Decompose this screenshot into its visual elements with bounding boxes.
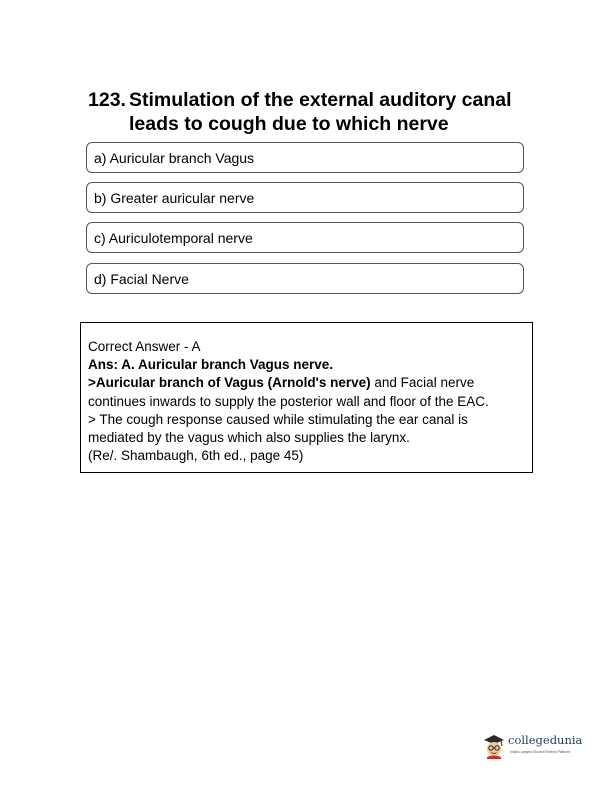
option-d[interactable]: d) Facial Nerve xyxy=(86,263,524,294)
answer-explanation-box xyxy=(80,322,533,473)
option-b[interactable]: b) Greater auricular nerve xyxy=(86,182,524,213)
explanation-line-3: > The cough response caused while stimulating the ear canal is xyxy=(88,411,468,427)
question-text-line-1: Stimulation of the external auditory canal xyxy=(129,89,512,111)
question-text-line-2: leads to cough due to which nerve xyxy=(129,113,449,135)
question-number: 123. xyxy=(88,89,126,111)
answer-line: Ans: A. Auricular branch Vagus nerve. xyxy=(88,357,334,373)
correct-answer-label: Correct Answer - A xyxy=(88,339,201,354)
explanation-bold-text: >Auricular branch of Vagus (Arnold's nerve) xyxy=(88,375,371,391)
collegedunia-logo xyxy=(482,731,582,761)
mascot-icon xyxy=(482,731,506,759)
explanation-line-4: mediated by the vagus which also supplies the larynx. xyxy=(88,430,410,446)
explanation-line-2: continues inwards to supply the posterior wall and floor of the EAC. xyxy=(88,393,489,409)
explanation-text: and Facial nerve xyxy=(370,375,475,391)
option-c[interactable]: c) Auriculotemporal nerve xyxy=(86,222,524,253)
explanation-line-1 xyxy=(88,374,532,392)
option-a[interactable]: a) Auricular branch Vagus xyxy=(86,142,524,173)
reference-line: (Re/. Shambaugh, 6th ed., page 45) xyxy=(88,448,304,464)
logo-name: collegedunia xyxy=(508,733,583,747)
logo-tagline: India's Largest Student Review Platform xyxy=(510,750,571,754)
